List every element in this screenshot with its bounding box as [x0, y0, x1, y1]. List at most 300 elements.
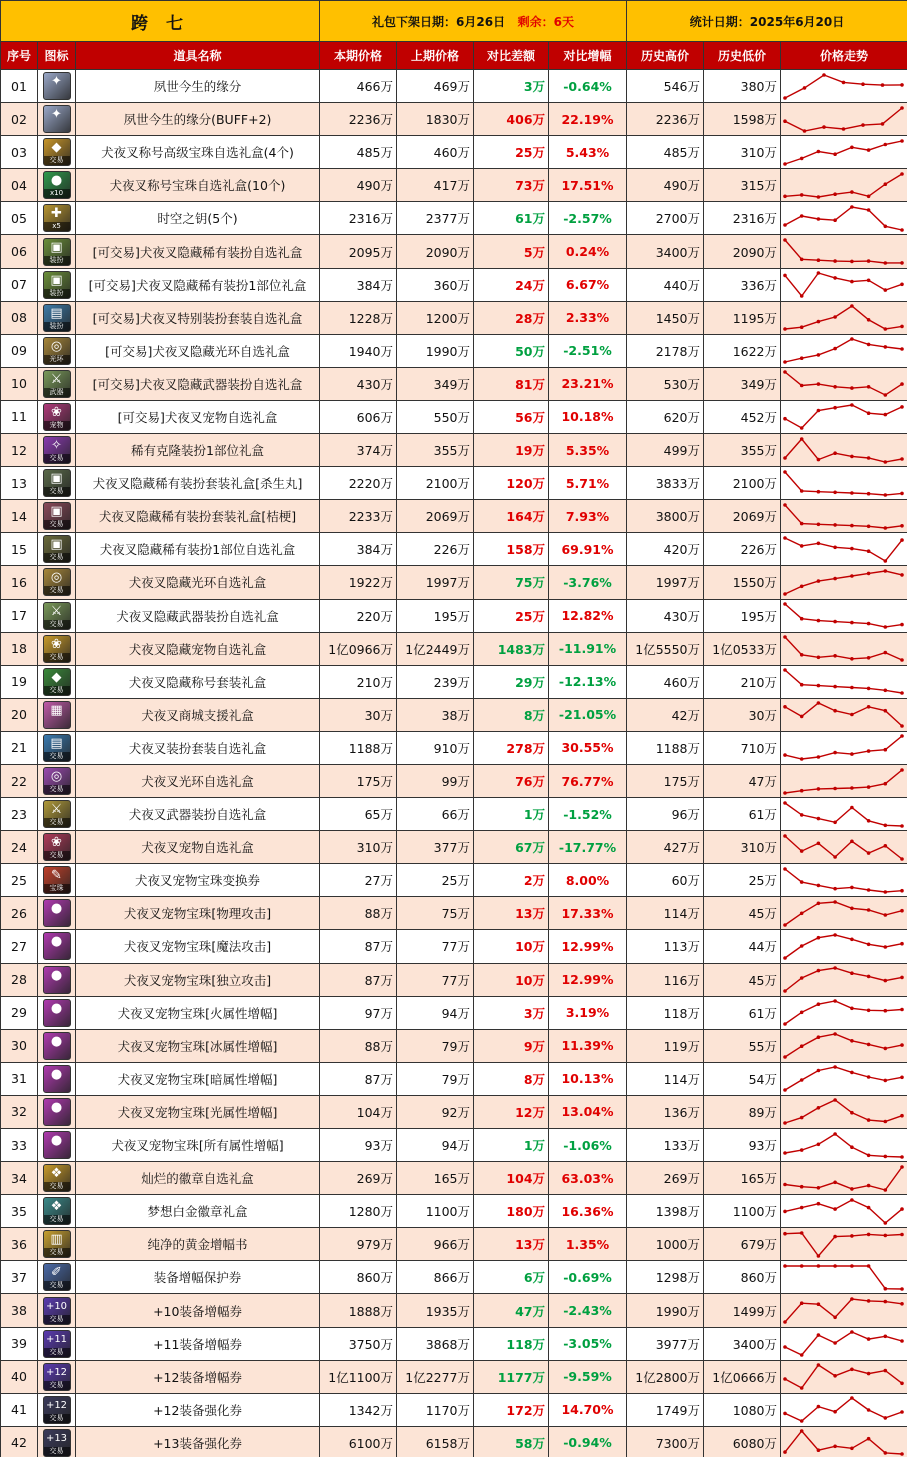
trend-point — [800, 1045, 804, 1049]
history-high: 96万 — [627, 798, 704, 831]
item-icon-glyph: ● — [50, 934, 63, 950]
price-difference: 19万 — [474, 434, 549, 467]
trend-point — [783, 194, 787, 198]
row-no: 10 — [1, 367, 38, 400]
price-trend-sparkline — [781, 170, 906, 201]
history-high: 620万 — [627, 400, 704, 433]
trend-point — [783, 274, 787, 278]
price-change-percent: -3.05% — [549, 1327, 627, 1360]
trend-point — [783, 238, 787, 242]
row-no: 39 — [1, 1327, 38, 1360]
item-icon-tag: 武器 — [44, 388, 70, 397]
history-low: 2069万 — [704, 500, 781, 533]
item-icon-glyph: ▣ — [50, 537, 63, 553]
trend-point — [850, 1264, 854, 1268]
table-row — [1, 1228, 907, 1261]
trend-point — [833, 577, 837, 581]
trend-point — [850, 1396, 854, 1400]
current-price: 269万 — [320, 1162, 397, 1195]
item-name: 犬夜叉宠物宝珠[冰属性增幅] — [76, 1029, 320, 1062]
item-icon — [43, 535, 71, 563]
item-icon — [43, 1230, 71, 1258]
trend-point — [783, 96, 787, 100]
price-difference: 10万 — [474, 930, 549, 963]
price-change-percent: 13.04% — [549, 1095, 627, 1128]
row-no: 05 — [1, 202, 38, 235]
trend-point — [833, 786, 837, 790]
trend-point — [800, 911, 804, 915]
column-header-row — [1, 42, 907, 70]
price-trend-cell — [781, 367, 907, 400]
trend-point — [900, 1165, 904, 1169]
item-icon — [43, 238, 71, 266]
item-icon-tag: 交易 — [44, 1182, 70, 1191]
trend-point — [833, 1374, 837, 1378]
previous-price: 2069万 — [397, 500, 474, 533]
trend-point — [817, 490, 821, 494]
trend-point — [817, 217, 821, 221]
release-date: 6月26日 — [456, 14, 506, 29]
trend-point — [900, 1076, 904, 1080]
price-difference: 1177万 — [474, 1360, 549, 1393]
price-difference: 104万 — [474, 1162, 549, 1195]
price-change-percent: -11.91% — [549, 632, 627, 665]
trend-point — [800, 1231, 804, 1235]
item-icon-glyph: ✧ — [51, 438, 62, 454]
item-name: 犬夜叉商城支援礼盒 — [76, 698, 320, 731]
row-icon-cell — [38, 136, 76, 169]
price-difference: 278万 — [474, 731, 549, 764]
current-price: 88万 — [320, 1029, 397, 1062]
history-low: 315万 — [704, 169, 781, 202]
trend-point — [800, 326, 804, 330]
trend-point — [783, 1089, 787, 1093]
item-icon-glyph: +13 — [45, 1432, 68, 1444]
price-difference: 67万 — [474, 831, 549, 864]
trend-point — [800, 715, 804, 719]
previous-price: 94万 — [397, 1129, 474, 1162]
trend-point — [850, 337, 854, 341]
item-name: 犬夜叉光环自选礼盒 — [76, 764, 320, 797]
history-high: 136万 — [627, 1095, 704, 1128]
trend-point — [867, 942, 871, 946]
price-change-percent: -0.64% — [549, 70, 627, 103]
trend-point — [884, 651, 888, 655]
history-low: 54万 — [704, 1062, 781, 1095]
current-price: 97万 — [320, 996, 397, 1029]
item-icon-glyph: ◎ — [50, 338, 63, 354]
history-low: 1195万 — [704, 301, 781, 334]
price-change-percent: 3.19% — [549, 996, 627, 1029]
item-icon-glyph: ✐ — [51, 1265, 62, 1281]
item-name: 犬夜叉宠物宝珠[所有属性增幅] — [76, 1129, 320, 1162]
item-icon-tag: 交易 — [44, 1348, 70, 1357]
trend-point — [800, 1011, 804, 1015]
item-name: +11装备增幅券 — [76, 1327, 320, 1360]
trend-point — [867, 888, 871, 892]
current-price: 175万 — [320, 764, 397, 797]
history-high: 119万 — [627, 1029, 704, 1062]
item-icon-glyph: ● — [50, 1066, 63, 1082]
trend-point — [867, 656, 871, 660]
item-icon — [43, 370, 71, 398]
trend-point — [850, 1297, 854, 1301]
history-low: 47万 — [704, 764, 781, 797]
trend-point — [850, 937, 854, 941]
history-low: 679万 — [704, 1228, 781, 1261]
current-price: 93万 — [320, 1129, 397, 1162]
previous-price: 966万 — [397, 1228, 474, 1261]
price-trend-sparkline — [781, 1394, 906, 1425]
col-diff: 对比差额 — [474, 42, 549, 70]
price-trend-sparkline — [781, 997, 906, 1028]
trend-point — [884, 1079, 888, 1083]
item-icon-tag: x10 — [44, 189, 70, 198]
trend-point — [900, 889, 904, 893]
trend-point — [900, 406, 904, 410]
trend-point — [900, 1302, 904, 1306]
row-icon-cell — [38, 1095, 76, 1128]
current-price: 374万 — [320, 434, 397, 467]
price-difference: 3万 — [474, 996, 549, 1029]
row-icon-cell — [38, 996, 76, 1029]
item-icon-tag: 交易 — [44, 1215, 70, 1224]
item-icon — [43, 138, 71, 166]
history-low: 226万 — [704, 533, 781, 566]
trend-point — [783, 223, 787, 227]
item-icon-glyph: ● — [50, 1033, 63, 1049]
price-trend-sparkline — [781, 1295, 906, 1326]
trend-point — [783, 456, 787, 460]
item-name: 犬夜叉隐藏稀有装扮套装礼盒[桔梗] — [76, 500, 320, 533]
item-name: 犬夜叉隐藏稀有装扮1部位自选礼盒 — [76, 533, 320, 566]
trend-point — [867, 1009, 871, 1013]
price-trend-cell — [781, 467, 907, 500]
trend-point — [817, 841, 821, 845]
trend-point — [833, 751, 837, 755]
previous-price: 66万 — [397, 798, 474, 831]
history-low: 165万 — [704, 1162, 781, 1195]
row-icon-cell — [38, 467, 76, 500]
price-difference: 1万 — [474, 798, 549, 831]
price-change-percent: -2.57% — [549, 202, 627, 235]
trend-point — [850, 713, 854, 717]
item-name: 犬夜叉装扮套装自选礼盒 — [76, 731, 320, 764]
item-name: [可交易]犬夜叉隐藏稀有装扮1部位礼盒 — [76, 268, 320, 301]
trend-point — [783, 162, 787, 166]
table-row — [1, 533, 907, 566]
trend-point — [900, 623, 904, 627]
current-price: 1922万 — [320, 566, 397, 599]
trend-point — [900, 1287, 904, 1291]
price-trend-cell — [781, 1195, 907, 1228]
table-row — [1, 930, 907, 963]
row-no: 36 — [1, 1228, 38, 1261]
trend-point — [867, 318, 871, 322]
item-name: 稀有克隆装扮1部位礼盒 — [76, 434, 320, 467]
current-price: 65万 — [320, 798, 397, 831]
trend-point — [800, 1148, 804, 1152]
trend-line — [785, 869, 902, 892]
price-change-percent: 22.19% — [549, 103, 627, 136]
price-difference: 9万 — [474, 1029, 549, 1062]
price-difference: 10万 — [474, 963, 549, 996]
trend-point — [867, 1206, 871, 1210]
row-no: 25 — [1, 864, 38, 897]
trend-point — [800, 1430, 804, 1434]
row-no: 04 — [1, 169, 38, 202]
price-trend-cell — [781, 202, 907, 235]
history-low: 2090万 — [704, 235, 781, 268]
item-icon — [43, 635, 71, 663]
item-icon-glyph: +11 — [45, 1333, 68, 1345]
row-icon-cell — [38, 831, 76, 864]
previous-price: 2090万 — [397, 235, 474, 268]
trend-line — [785, 372, 902, 395]
history-low: 860万 — [704, 1261, 781, 1294]
previous-price: 239万 — [397, 665, 474, 698]
price-trend-cell — [781, 798, 907, 831]
trend-point — [884, 460, 888, 464]
trend-point — [867, 194, 871, 198]
row-no: 02 — [1, 103, 38, 136]
price-difference: 406万 — [474, 103, 549, 136]
price-trend-cell — [781, 136, 907, 169]
price-trend-sparkline — [781, 269, 906, 300]
item-icon — [43, 899, 71, 927]
row-icon-cell — [38, 202, 76, 235]
trend-point — [783, 754, 787, 758]
price-difference: 50万 — [474, 334, 549, 367]
item-icon — [43, 800, 71, 828]
item-icon — [43, 1330, 71, 1358]
release-info — [320, 1, 627, 42]
trend-point — [884, 224, 888, 228]
previous-price: 1100万 — [397, 1195, 474, 1228]
history-low: 2316万 — [704, 202, 781, 235]
trend-point — [833, 1445, 837, 1449]
trend-point — [817, 541, 821, 545]
trend-point — [850, 145, 854, 149]
price-change-percent: 10.18% — [549, 400, 627, 433]
trend-point — [817, 1186, 821, 1190]
table-row — [1, 566, 907, 599]
trend-point — [850, 190, 854, 194]
trend-point — [884, 1120, 888, 1124]
trend-point — [867, 412, 871, 416]
history-high: 269万 — [627, 1162, 704, 1195]
trend-point — [867, 549, 871, 553]
item-icon — [43, 1197, 71, 1225]
trend-point — [884, 781, 888, 785]
row-no: 03 — [1, 136, 38, 169]
history-high: 118万 — [627, 996, 704, 1029]
trend-point — [867, 492, 871, 496]
trend-point — [783, 1377, 787, 1381]
trend-point — [884, 493, 888, 497]
trend-point — [867, 1408, 871, 1412]
trend-point — [817, 271, 821, 275]
trend-point — [867, 622, 871, 626]
trend-point — [833, 523, 837, 527]
price-trend-cell — [781, 434, 907, 467]
price-trend-cell — [781, 1393, 907, 1426]
trend-point — [783, 1232, 787, 1236]
item-icon-tag: 交易 — [44, 1248, 70, 1257]
row-icon-cell — [38, 1393, 76, 1426]
table-row — [1, 1095, 907, 1128]
current-price: 606万 — [320, 400, 397, 433]
price-trend-sparkline — [781, 468, 906, 499]
row-no: 19 — [1, 665, 38, 698]
history-high: 2178万 — [627, 334, 704, 367]
item-icon-tag: 交易 — [44, 586, 70, 595]
trend-point — [783, 119, 787, 123]
history-low: 380万 — [704, 70, 781, 103]
history-high: 460万 — [627, 665, 704, 698]
previous-price: 377万 — [397, 831, 474, 864]
trend-point — [833, 1341, 837, 1345]
price-change-percent: 17.51% — [549, 169, 627, 202]
row-icon-cell — [38, 566, 76, 599]
trend-point — [900, 261, 904, 265]
trend-line — [785, 703, 902, 726]
item-icon — [43, 833, 71, 861]
table-row — [1, 1327, 907, 1360]
current-price: 87万 — [320, 1062, 397, 1095]
item-icon-tag: 交易 — [44, 1447, 70, 1456]
row-icon-cell — [38, 400, 76, 433]
item-icon — [43, 966, 71, 994]
history-low: 1598万 — [704, 103, 781, 136]
trend-point — [800, 357, 804, 361]
row-no: 30 — [1, 1029, 38, 1062]
row-icon-cell — [38, 963, 76, 996]
trend-point — [817, 1202, 821, 1206]
trend-point — [850, 280, 854, 284]
row-icon-cell — [38, 169, 76, 202]
trend-point — [884, 1416, 888, 1420]
row-no: 09 — [1, 334, 38, 367]
trend-point — [867, 785, 871, 789]
item-icon-tag: 交易 — [44, 1315, 70, 1324]
current-price: 2316万 — [320, 202, 397, 235]
trend-point — [833, 1316, 837, 1320]
current-price: 2236万 — [320, 103, 397, 136]
trend-point — [800, 584, 804, 588]
price-trend-sparkline — [781, 699, 906, 730]
trend-point — [817, 1254, 821, 1258]
price-difference: 47万 — [474, 1294, 549, 1327]
trend-point — [884, 288, 888, 292]
trend-point — [817, 756, 821, 760]
row-no: 40 — [1, 1360, 38, 1393]
remain-value: 6天 — [553, 14, 575, 29]
row-no: 15 — [1, 533, 38, 566]
price-change-percent: 5.43% — [549, 136, 627, 169]
trend-point — [884, 709, 888, 713]
row-no: 21 — [1, 731, 38, 764]
price-change-percent: -21.05% — [549, 698, 627, 731]
trend-line — [785, 1100, 902, 1123]
price-trend-sparkline — [781, 1262, 906, 1293]
price-trend-sparkline — [781, 964, 906, 995]
table-row — [1, 169, 907, 202]
price-difference: 172万 — [474, 1393, 549, 1426]
trend-point — [867, 385, 871, 389]
row-no: 26 — [1, 897, 38, 930]
history-low: 45万 — [704, 897, 781, 930]
item-icon — [43, 337, 71, 365]
row-icon-cell — [38, 1360, 76, 1393]
history-high: 1298万 — [627, 1261, 704, 1294]
trend-line — [785, 736, 902, 759]
trend-point — [867, 1232, 871, 1236]
previous-price: 77万 — [397, 963, 474, 996]
history-high: 1亿2800万 — [627, 1360, 704, 1393]
trend-point — [833, 999, 837, 1003]
previous-price: 460万 — [397, 136, 474, 169]
item-name: 犬夜叉隐藏宠物自选礼盒 — [76, 632, 320, 665]
item-icon-tag: 光环 — [44, 355, 70, 364]
row-icon-cell — [38, 500, 76, 533]
item-icon — [43, 568, 71, 596]
trend-point — [833, 900, 837, 904]
history-low: 210万 — [704, 665, 781, 698]
price-difference: 1483万 — [474, 632, 549, 665]
trend-point — [783, 360, 787, 364]
price-change-percent: 10.13% — [549, 1062, 627, 1095]
previous-price: 910万 — [397, 731, 474, 764]
trend-point — [783, 1022, 787, 1026]
item-name: 犬夜叉宠物自选礼盒 — [76, 831, 320, 864]
trend-point — [817, 353, 821, 357]
trend-point — [900, 383, 904, 387]
row-no: 08 — [1, 301, 38, 334]
trend-point — [884, 1451, 888, 1455]
trend-point — [900, 228, 904, 232]
price-change-percent: 12.99% — [549, 963, 627, 996]
history-low: 1080万 — [704, 1393, 781, 1426]
trend-point — [884, 1009, 888, 1013]
row-icon-cell — [38, 930, 76, 963]
item-name: 犬夜叉宠物宝珠[光属性增幅] — [76, 1095, 320, 1128]
trend-point — [817, 1142, 821, 1146]
history-high: 7300万 — [627, 1426, 704, 1457]
trend-point — [817, 1405, 821, 1409]
history-high: 1749万 — [627, 1393, 704, 1426]
price-trend-cell — [781, 533, 907, 566]
trend-point — [833, 545, 837, 549]
history-low: 44万 — [704, 930, 781, 963]
price-trend-cell — [781, 698, 907, 731]
stat-date: 2025年6月20日 — [749, 14, 845, 29]
trend-point — [783, 1451, 787, 1455]
trend-point — [867, 456, 871, 460]
history-low: 61万 — [704, 996, 781, 1029]
price-change-percent: -0.69% — [549, 1261, 627, 1294]
row-icon-cell — [38, 1029, 76, 1062]
col-name: 道具名称 — [76, 42, 320, 70]
price-trend-cell — [781, 1129, 907, 1162]
trend-point — [884, 526, 888, 530]
trend-point — [800, 214, 804, 218]
row-icon-cell — [38, 1129, 76, 1162]
current-price: 3750万 — [320, 1327, 397, 1360]
item-icon-glyph: ▣ — [50, 471, 63, 487]
previous-price: 2377万 — [397, 202, 474, 235]
price-change-percent: 16.36% — [549, 1195, 627, 1228]
